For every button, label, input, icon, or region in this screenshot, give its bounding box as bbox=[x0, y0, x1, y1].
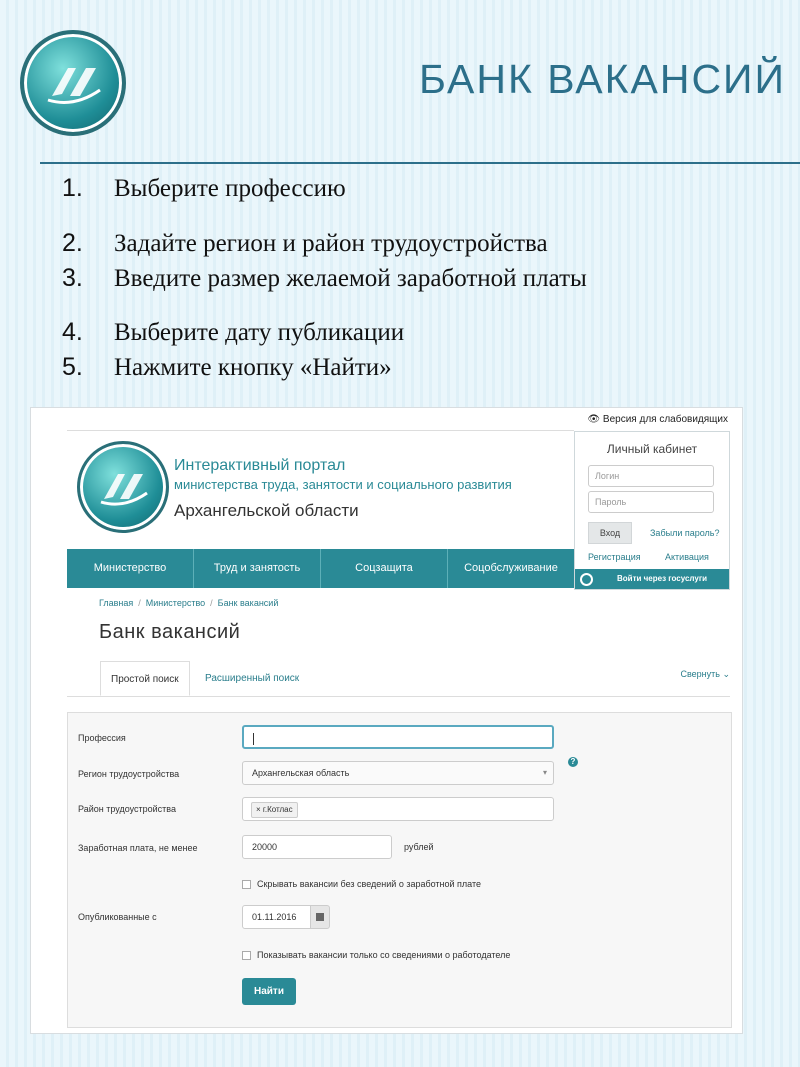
hide-no-salary-checkbox[interactable]: Скрывать вакансии без сведений о заработной плате bbox=[242, 879, 481, 889]
step-item: 5. Нажмите кнопку «Найти» bbox=[62, 353, 392, 381]
portal-header bbox=[67, 430, 574, 549]
portal-subtitle: министерства труда, занятости и социального развития bbox=[174, 477, 512, 492]
profession-label: Профессия bbox=[78, 733, 126, 743]
only-employer-checkbox[interactable]: Показывать вакансии только со сведениями о работодателе bbox=[242, 950, 510, 960]
personal-cabinet bbox=[574, 431, 730, 590]
profession-input[interactable] bbox=[242, 725, 554, 749]
calendar-icon[interactable] bbox=[310, 905, 330, 929]
salary-unit: рублей bbox=[404, 842, 434, 852]
chevron-down-icon: ⌄ bbox=[722, 669, 730, 679]
step-item: 4. Выберите дату публикации bbox=[62, 318, 405, 346]
district-multiselect[interactable] bbox=[242, 797, 554, 821]
portal-screenshot bbox=[30, 407, 743, 1034]
breadcrumb-ministry[interactable]: Министерство bbox=[145, 598, 206, 608]
breadcrumb-home[interactable]: Главная bbox=[99, 598, 134, 608]
published-date-input[interactable]: 01.11.2016 bbox=[242, 905, 311, 929]
salary-label: Заработная плата, не менее bbox=[78, 843, 198, 853]
register-link[interactable]: Регистрация bbox=[588, 552, 641, 562]
main-nav bbox=[67, 549, 574, 588]
breadcrumb-current: Банк вакансий bbox=[217, 598, 279, 608]
text-cursor bbox=[253, 733, 254, 745]
region-select[interactable]: Архангельская область ▾ bbox=[242, 761, 554, 785]
title-divider bbox=[40, 162, 800, 164]
slide-title: БАНК ВАКАНСИЙ bbox=[419, 56, 786, 102]
login-input[interactable]: Логин bbox=[588, 465, 714, 487]
help-icon[interactable]: ? bbox=[568, 757, 578, 767]
breadcrumb: Главная / Министерство / Банк вакансий bbox=[99, 598, 279, 608]
region-label: Регион трудоустройства bbox=[78, 769, 180, 779]
portal-logo[interactable] bbox=[77, 441, 169, 533]
nav-item-labor[interactable]: Труд и занятость bbox=[194, 549, 321, 588]
eye-icon: 👁 bbox=[587, 414, 601, 425]
login-button[interactable]: Вход bbox=[588, 522, 632, 544]
remove-tag-icon[interactable]: × bbox=[256, 805, 261, 814]
chevron-down-icon: ▾ bbox=[542, 768, 547, 777]
tab-simple-search[interactable]: Простой поиск bbox=[100, 661, 190, 696]
nav-item-ministry[interactable]: Министерство bbox=[67, 549, 194, 588]
gosuslugi-login-button[interactable]: Войти через госуслуги bbox=[575, 569, 729, 589]
salary-input[interactable]: 20000 bbox=[242, 835, 392, 859]
password-input[interactable]: Пароль bbox=[588, 491, 714, 513]
cabinet-title: Личный кабинет bbox=[606, 442, 698, 456]
search-button[interactable]: Найти bbox=[242, 978, 296, 1005]
step-item: 2. Задайте регион и район трудоустройства bbox=[62, 229, 548, 257]
published-label: Опубликованные с bbox=[78, 912, 157, 922]
search-tabs bbox=[67, 661, 730, 697]
step-item: 1. Выберите профессию bbox=[62, 174, 346, 202]
district-label: Район трудоустройства bbox=[78, 804, 176, 814]
district-tag[interactable]: × г.Котлас bbox=[251, 802, 298, 818]
portal-region: Архангельской области bbox=[174, 501, 359, 520]
activate-link[interactable]: Активация bbox=[665, 552, 709, 562]
ministry-logo bbox=[20, 30, 126, 136]
forgot-password-link[interactable]: Забыли пароль? bbox=[650, 528, 720, 538]
search-form bbox=[67, 712, 732, 1028]
nav-item-social-protection[interactable]: Соцзащита bbox=[321, 549, 448, 588]
page-title: Банк вакансий bbox=[99, 621, 241, 643]
step-item: 3. Введите размер желаемой заработной платы bbox=[62, 264, 587, 292]
nav-item-social-service[interactable]: Соцобслуживание bbox=[464, 562, 558, 574]
gosuslugi-icon bbox=[580, 573, 593, 586]
collapse-link[interactable]: Свернуть ⌄ bbox=[680, 669, 730, 679]
tab-advanced-search[interactable]: Расширенный поиск bbox=[205, 673, 300, 684]
accessibility-link[interactable]: 👁 Версия для слабовидящих bbox=[587, 414, 728, 425]
portal-name: Интерактивный портал bbox=[174, 457, 346, 474]
